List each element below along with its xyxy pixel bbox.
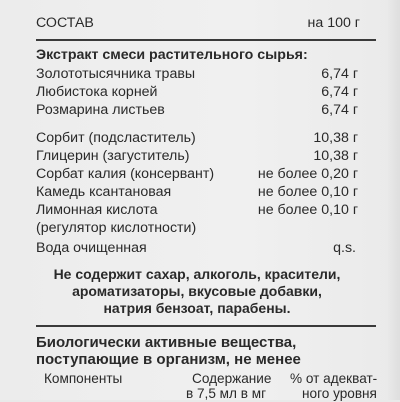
ingredient-name: Камедь ксантановая bbox=[36, 184, 172, 200]
percent-column-header-line2: ного уровня bbox=[302, 386, 377, 401]
ingredient-amount: не более 0,20 г bbox=[257, 166, 358, 182]
ingredient-row bbox=[36, 130, 358, 147]
ingredient-amount: q.s. bbox=[333, 240, 356, 256]
ingredient-row bbox=[36, 220, 358, 237]
content-column-header-line1: Содержание bbox=[192, 371, 272, 386]
ingredient-name: Золототысячника травы bbox=[36, 66, 196, 82]
ingredient-row bbox=[36, 202, 358, 219]
composition-header bbox=[36, 15, 358, 32]
section-divider bbox=[36, 325, 376, 327]
package-edge-shadow bbox=[386, 0, 400, 400]
content-column-header-line2: в 7,5 мл в мг bbox=[186, 386, 267, 401]
ingredient-amount: не более 0,10 г bbox=[257, 184, 358, 200]
ingredient-name: Сорбит (подсластитель) bbox=[36, 130, 196, 146]
ingredient-row bbox=[36, 66, 358, 83]
ingredient-name: Глицерин (загуститель) bbox=[36, 148, 190, 164]
percent-column-header-line1: % от адекват- bbox=[290, 371, 378, 386]
bio-title-line: поступающие в организм, не менее bbox=[36, 351, 301, 368]
ingredient-row bbox=[36, 166, 358, 183]
composition-title: СОСТАВ bbox=[36, 15, 94, 31]
ingredient-row bbox=[36, 148, 358, 165]
ingredient-name: Сорбат калия (консервант) bbox=[36, 166, 215, 182]
bio-title-line: Биологически активные вещества, bbox=[36, 334, 297, 351]
ingredient-name: Лимонная кислота bbox=[36, 202, 158, 218]
notice-line: ароматизаторы, вкусовые добавки, bbox=[72, 283, 322, 299]
ingredient-name: Любистока корней bbox=[36, 84, 158, 100]
ingredient-amount: 6,74 г bbox=[321, 102, 358, 118]
ingredient-amount: 10,38 г bbox=[313, 148, 358, 164]
per-100g-label: на 100 г bbox=[307, 15, 360, 31]
ingredient-amount: не более 0,10 г bbox=[257, 202, 358, 218]
ingredient-amount: 6,74 г bbox=[321, 84, 358, 100]
ingredient-name: Вода очищенная bbox=[36, 240, 147, 256]
notice-line: Не содержит сахар, алкоголь, красители, bbox=[53, 266, 341, 282]
ingredient-name: (регулятор кислотности) bbox=[36, 220, 197, 236]
ingredient-row bbox=[36, 84, 358, 101]
ingredient-row bbox=[36, 102, 358, 119]
ingredient-row bbox=[36, 184, 358, 201]
ingredient-name: Розмарина листьев bbox=[36, 102, 165, 118]
components-column-header: Компоненты bbox=[44, 371, 123, 386]
ingredient-amount: 6,74 г bbox=[321, 66, 358, 82]
ingredient-row bbox=[36, 240, 358, 257]
extract-title: Экстракт смеси растительного сырья: bbox=[36, 47, 308, 63]
header-divider bbox=[36, 39, 376, 41]
ingredient-amount: 10,38 г bbox=[313, 130, 358, 146]
notice-line: натрия бензоат, парабены. bbox=[103, 300, 291, 316]
